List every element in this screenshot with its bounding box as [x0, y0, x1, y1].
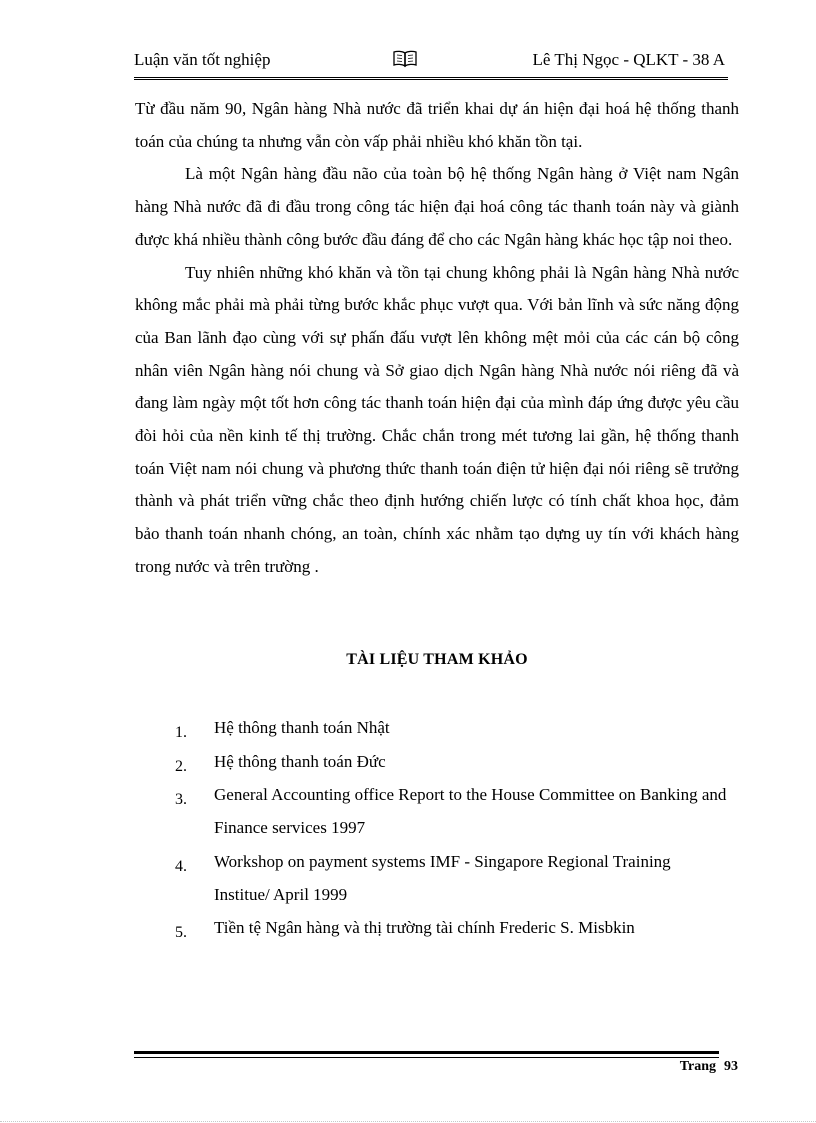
reference-item [170, 846, 730, 911]
reference-item [170, 746, 730, 779]
page-footer [680, 1059, 738, 1075]
references-title: TÀI LIỆU THAM KHẢO [346, 651, 528, 668]
paragraph: Là một Ngân hàng đầu não của toàn bộ hệ thống Ngân hàng ở Việt nam Ngân hàng Nhà nước đã đi đầu trong công tác hiện đại hoá công tác thanh toán này và giành được khá nhiều thành công bước đầu đáng để cho các Ngân hàng khác học tập noi theo. [135, 164, 739, 249]
reference-text: Tiền tệ Ngân hàng và thị trường tài chính Frederic S. Misbkin [214, 918, 635, 938]
reference-text: Hệ thông thanh toán Nhật [214, 718, 390, 737]
reference-number: 5. [175, 924, 187, 942]
body-text [135, 93, 739, 584]
reference-text: Hệ thông thanh toán Đức [214, 751, 386, 771]
references-list [170, 712, 740, 946]
reference-text: General Accounting office Report to the House Committee on Banking and Finance services 1997 [214, 785, 740, 838]
header-author: Lê Thị Ngọc - QLKT - 38 A [532, 50, 725, 69]
reference-number: 2. [175, 757, 187, 775]
reference-number: 3. [175, 791, 187, 809]
page-header [134, 46, 728, 76]
page-edge [0, 1121, 816, 1122]
reference-number: 1. [175, 724, 187, 741]
header-divider [134, 77, 728, 80]
footer-divider-thick [134, 1051, 719, 1054]
reference-item [170, 779, 740, 844]
paragraph: Từ đầu năm 90, Ngân hàng Nhà nước đã triển khai dự án hiện đại hoá hệ thống thanh toán của chúng ta nhưng vẫn còn vấp phải nhiều khó khăn tồn tại. [135, 99, 739, 151]
page-label: Trang [679, 1059, 716, 1074]
paragraph: Tuy nhiên những khó khăn và tồn tại chung không phải là Ngân hàng Nhà nước không mắc phải mà phải từng bước khắc phục vượt qua. Với bản lĩnh và sức năng động của Ban lãnh đạo cùng với sự phấn đấu vượt lên không mệt mỏi của các cán bộ công nhân viên Ngân hàng nói chung và Sở giao dịch Ngân hàng Nhà nước nói riêng đã và đang làm ngày một tốt hơn công tác thanh toán hiện đại của mình đáp ứng được yêu cầu đòi hỏi của nền kinh tế thị trường. Chắc chắn trong mét tương lai gần, hệ thống thanh toán Việt nam nói chung và phương thức thanh toán điện tử hiện đại nói riêng sẽ trưởng thành và phát triển vững chắc theo định hướng chiến lược có tính chất khoa học, đảm bảo thanh toán nhanh chóng, an toàn, chính xác nhằm tạo dựng uy tín với khách hàng trong nước và trên trường . [135, 262, 739, 576]
reference-number: 4. [175, 857, 187, 875]
reference-item [170, 912, 730, 945]
footer-divider-thin [134, 1057, 719, 1058]
page-number: 93 [724, 1059, 738, 1074]
reference-text: Workshop on payment systems IMF - Singapore Regional Training Institue/ April 1999 [214, 851, 671, 904]
header-thesis-title: Luận văn tốt nghiệp [134, 50, 271, 69]
reference-item [170, 712, 730, 745]
open-book-icon [392, 50, 418, 68]
